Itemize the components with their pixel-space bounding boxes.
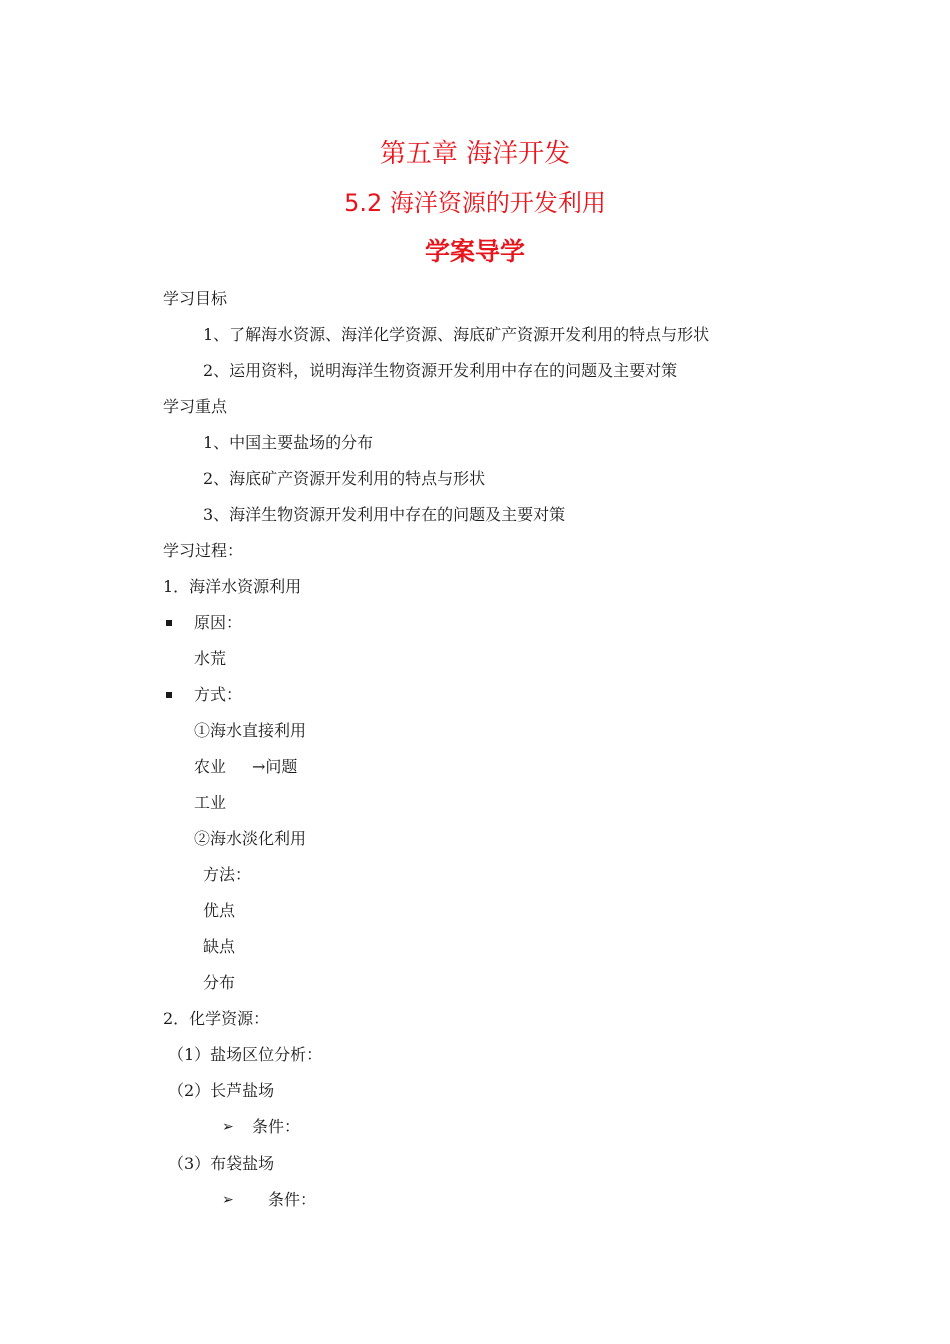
condition-label: 条件：	[252, 1117, 301, 1136]
chapter-title: 第五章 海洋开发	[379, 139, 571, 169]
key-point-item: 2、海底矿产资源开发利用的特点与形状	[203, 469, 486, 488]
direct-use: ①海水直接利用	[194, 721, 307, 740]
arrow-bullet-icon: ➢	[222, 1192, 234, 1208]
reason-value: 水荒	[194, 649, 227, 668]
section-title: 5.2 海洋资源的开发利用	[344, 189, 606, 217]
key-point-item: 3、海洋生物资源开发利用中存在的问题及主要对策	[203, 505, 566, 524]
method-label: 方式：	[194, 685, 243, 704]
subtitle: 学案导学	[424, 237, 525, 266]
objective-item: 1、了解海水资源、海洋化学资源、海底矿产资源开发利用的特点与形状	[203, 325, 710, 344]
objective-item: 2、运用资料，说明海洋生物资源开发利用中存在的问题及主要对策	[203, 361, 678, 380]
square-bullet-icon	[166, 692, 172, 698]
industry-label: 工业	[194, 793, 227, 812]
agriculture-label: 农业	[194, 757, 227, 776]
square-bullet-icon	[166, 620, 172, 626]
condition-label: 条件：	[268, 1190, 317, 1209]
desalination-use: ②海水淡化利用	[194, 829, 307, 848]
reason-label: 原因：	[194, 613, 243, 632]
key-point-item: 1、中国主要盐场的分布	[203, 433, 374, 452]
process-heading: 学习过程：	[163, 541, 244, 560]
changlu-salt-field: （2）长芦盐场	[168, 1081, 275, 1100]
budai-salt-field: （3）布袋盐场	[168, 1154, 275, 1173]
section-2-title: 2．化学资源：	[163, 1009, 270, 1028]
desal-distribution: 分布	[203, 973, 236, 992]
arrow-bullet-icon: ➢	[222, 1119, 234, 1135]
desal-disadvantage: 缺点	[203, 937, 236, 956]
arrow-problem: →问题	[252, 757, 298, 776]
objectives-heading: 学习目标	[163, 289, 228, 308]
salt-field-analysis: （1）盐场区位分析：	[168, 1045, 323, 1064]
desal-method: 方法：	[203, 865, 252, 884]
desal-advantage: 优点	[203, 901, 236, 920]
key-points-heading: 学习重点	[163, 397, 228, 416]
section-1-title: 1．海洋水资源利用	[163, 577, 302, 596]
